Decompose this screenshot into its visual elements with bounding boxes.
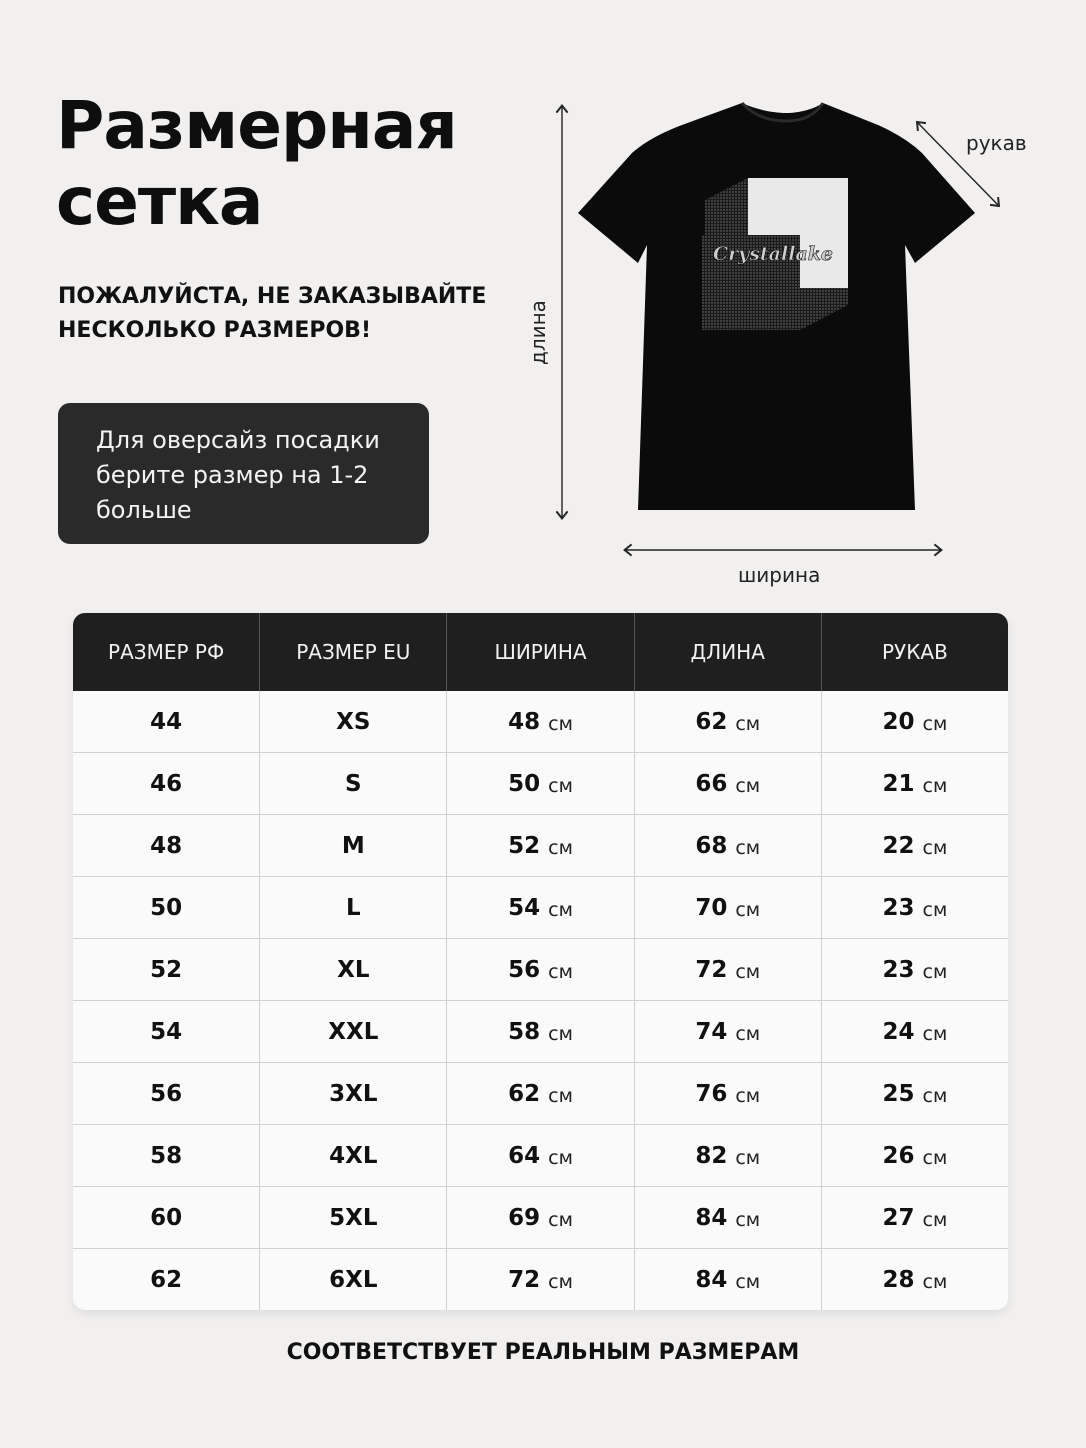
cell-value: 62: [150, 1266, 183, 1293]
cell-value: 27: [882, 1204, 915, 1231]
cell-value: 68: [695, 832, 728, 859]
cell-unit: см: [548, 1146, 573, 1169]
sleeve-label: рукав: [966, 131, 1027, 155]
cell-value: 52: [508, 832, 541, 859]
cell-unit: см: [548, 774, 573, 797]
cell-value: 58: [150, 1142, 183, 1169]
cell-unit: см: [735, 960, 761, 983]
cell-value: 48: [508, 708, 541, 735]
cell-unit: см: [735, 836, 761, 859]
cell-value: 66: [695, 770, 728, 797]
cell-value: 50: [508, 770, 541, 797]
cell-value: 62: [508, 1080, 541, 1107]
cell-unit: см: [922, 712, 948, 735]
cell-size-eu: [260, 691, 447, 752]
header-width: ШИРИНА: [447, 613, 634, 691]
cell-value: L: [345, 894, 361, 921]
cell-value: 44: [150, 708, 183, 735]
cell-value: XXL: [328, 1018, 379, 1045]
cell-value: S: [345, 770, 362, 797]
cell-length: [635, 753, 822, 814]
cell-value: 54: [150, 1018, 183, 1045]
cell-value: 50: [150, 894, 183, 921]
table-row: [73, 691, 1008, 752]
cell-length: [635, 1125, 822, 1186]
cell-value: 62: [695, 708, 728, 735]
cell-unit: см: [735, 1146, 761, 1169]
footer-note: СООТВЕТСТВУЕТ РЕАЛЬНЫМ РАЗМЕРАМ: [286, 1340, 800, 1365]
cell-unit: см: [735, 712, 761, 735]
cell-width: [447, 815, 634, 876]
print-logo-text: Crystallake: [713, 243, 833, 265]
cell-length: [635, 939, 822, 1000]
table-row: [73, 752, 1008, 814]
cell-size-eu: [260, 753, 447, 814]
cell-value: 60: [150, 1204, 183, 1231]
cell-unit: см: [735, 1208, 761, 1231]
note-line-3: больше: [96, 496, 192, 524]
table-body: [73, 691, 1008, 1310]
header-size-eu: РАЗМЕР EU: [260, 613, 447, 691]
cell-width: [447, 1125, 634, 1186]
cell-unit: см: [548, 836, 573, 859]
cell-size-eu: [260, 1187, 447, 1248]
cell-value: 28: [882, 1266, 915, 1293]
oversize-note: [58, 403, 429, 544]
cell-value: XL: [337, 956, 370, 983]
cell-sleeve: [822, 877, 1008, 938]
cell-size-ru: [73, 1125, 260, 1186]
cell-width: [447, 1187, 634, 1248]
cell-value: 56: [508, 956, 541, 983]
warning-line-2: НЕСКОЛЬКО РАЗМЕРОВ!: [58, 318, 371, 343]
cell-length: [635, 1249, 822, 1310]
cell-unit: см: [922, 1022, 948, 1045]
width-label: ширина: [738, 563, 821, 587]
cell-unit: см: [922, 1084, 948, 1107]
note-line-2: берите размер на 1-2: [96, 461, 369, 489]
title-line-1: Размерная: [56, 87, 457, 164]
cell-value: 76: [695, 1080, 728, 1107]
cell-value: 5XL: [329, 1204, 378, 1231]
cell-value: 56: [150, 1080, 183, 1107]
cell-size-eu: [260, 877, 447, 938]
cell-value: 54: [508, 894, 541, 921]
cell-value: XS: [336, 708, 371, 735]
cell-size-ru: [73, 1249, 260, 1310]
cell-size-ru: [73, 753, 260, 814]
cell-value: M: [341, 832, 365, 859]
cell-width: [447, 1249, 634, 1310]
table-row: [73, 938, 1008, 1000]
tshirt-icon: [510, 95, 1070, 595]
cell-value: 82: [695, 1142, 728, 1169]
cell-width: [447, 1001, 634, 1062]
cell-sleeve: [822, 939, 1008, 1000]
cell-sleeve: [822, 753, 1008, 814]
cell-unit: см: [735, 1022, 761, 1045]
note-line-1: Для оверсайз посадки: [96, 426, 380, 454]
cell-size-eu: [260, 815, 447, 876]
cell-value: 24: [882, 1018, 915, 1045]
cell-unit: см: [735, 1270, 761, 1293]
cell-value: 6XL: [329, 1266, 378, 1293]
cell-unit: см: [922, 1146, 948, 1169]
table-header: [73, 613, 1008, 691]
cell-unit: см: [548, 712, 573, 735]
order-warning: [58, 280, 486, 348]
cell-size-ru: [73, 1187, 260, 1248]
cell-unit: см: [548, 1022, 573, 1045]
cell-unit: см: [735, 1084, 761, 1107]
table-row: [73, 1124, 1008, 1186]
table-row: [73, 814, 1008, 876]
cell-unit: см: [735, 898, 761, 921]
cell-value: 69: [508, 1204, 541, 1231]
cell-sleeve: [822, 1125, 1008, 1186]
table-row: [73, 1186, 1008, 1248]
cell-value: 72: [508, 1266, 541, 1293]
cell-size-eu: [260, 1001, 447, 1062]
header-size-ru: РАЗМЕР РФ: [73, 613, 260, 691]
cell-size-eu: [260, 939, 447, 1000]
cell-value: 26: [882, 1142, 915, 1169]
cell-sleeve: [822, 815, 1008, 876]
cell-sleeve: [822, 1249, 1008, 1310]
cell-size-ru: [73, 1001, 260, 1062]
cell-width: [447, 877, 634, 938]
cell-size-eu: [260, 1125, 447, 1186]
cell-unit: см: [922, 960, 948, 983]
cell-value: 52: [150, 956, 183, 983]
cell-value: 23: [882, 894, 915, 921]
cell-value: 74: [695, 1018, 728, 1045]
page-title: [56, 88, 457, 240]
cell-unit: см: [922, 1270, 948, 1293]
cell-size-ru: [73, 1063, 260, 1124]
cell-value: 64: [508, 1142, 541, 1169]
cell-value: 84: [695, 1266, 728, 1293]
cell-unit: см: [548, 898, 573, 921]
cell-size-ru: [73, 939, 260, 1000]
cell-length: [635, 877, 822, 938]
cell-unit: см: [735, 774, 761, 797]
cell-length: [635, 1001, 822, 1062]
cell-width: [447, 753, 634, 814]
cell-value: 84: [695, 1204, 728, 1231]
cell-value: 22: [882, 832, 915, 859]
cell-size-ru: [73, 815, 260, 876]
cell-sleeve: [822, 1001, 1008, 1062]
cell-sleeve: [822, 1063, 1008, 1124]
cell-width: [447, 691, 634, 752]
cell-unit: см: [548, 1208, 573, 1231]
cell-length: [635, 691, 822, 752]
header-sleeve: РУКАВ: [881, 640, 948, 664]
cell-value: 20: [882, 708, 915, 735]
table-row: [73, 1062, 1008, 1124]
cell-value: 70: [695, 894, 728, 921]
table-row: [73, 1000, 1008, 1062]
cell-width: [447, 939, 634, 1000]
cell-length: [635, 815, 822, 876]
title-line-2: сетка: [56, 163, 263, 240]
cell-width: [447, 1063, 634, 1124]
cell-unit: см: [922, 836, 948, 859]
cell-unit: см: [922, 774, 948, 797]
length-label: длина: [526, 300, 550, 365]
cell-value: 58: [508, 1018, 541, 1045]
cell-unit: см: [548, 1270, 573, 1293]
cell-value: 48: [150, 832, 183, 859]
cell-unit: см: [548, 1084, 573, 1107]
cell-unit: см: [922, 1208, 948, 1231]
cell-size-ru: [73, 877, 260, 938]
cell-length: [635, 1187, 822, 1248]
cell-sleeve: [822, 1187, 1008, 1248]
cell-value: 46: [150, 770, 183, 797]
cell-size-eu: [260, 1249, 447, 1310]
cell-sleeve: [822, 691, 1008, 752]
cell-value: 21: [882, 770, 915, 797]
warning-line-1: ПОЖАЛУЙСТА, НЕ ЗАКАЗЫВАЙТЕ: [58, 284, 487, 309]
cell-value: 72: [695, 956, 728, 983]
cell-value: 25: [882, 1080, 915, 1107]
cell-value: 23: [882, 956, 915, 983]
cell-value: 3XL: [329, 1080, 378, 1107]
cell-unit: см: [922, 898, 948, 921]
table-row: [73, 1248, 1008, 1310]
cell-value: 4XL: [329, 1142, 378, 1169]
cell-size-eu: [260, 1063, 447, 1124]
table-row: [73, 876, 1008, 938]
cell-unit: см: [548, 960, 573, 983]
measurement-diagram: [510, 95, 1070, 595]
size-table: [73, 613, 1008, 1310]
cell-size-ru: [73, 691, 260, 752]
header-length: ДЛИНА: [635, 613, 822, 691]
cell-length: [635, 1063, 822, 1124]
